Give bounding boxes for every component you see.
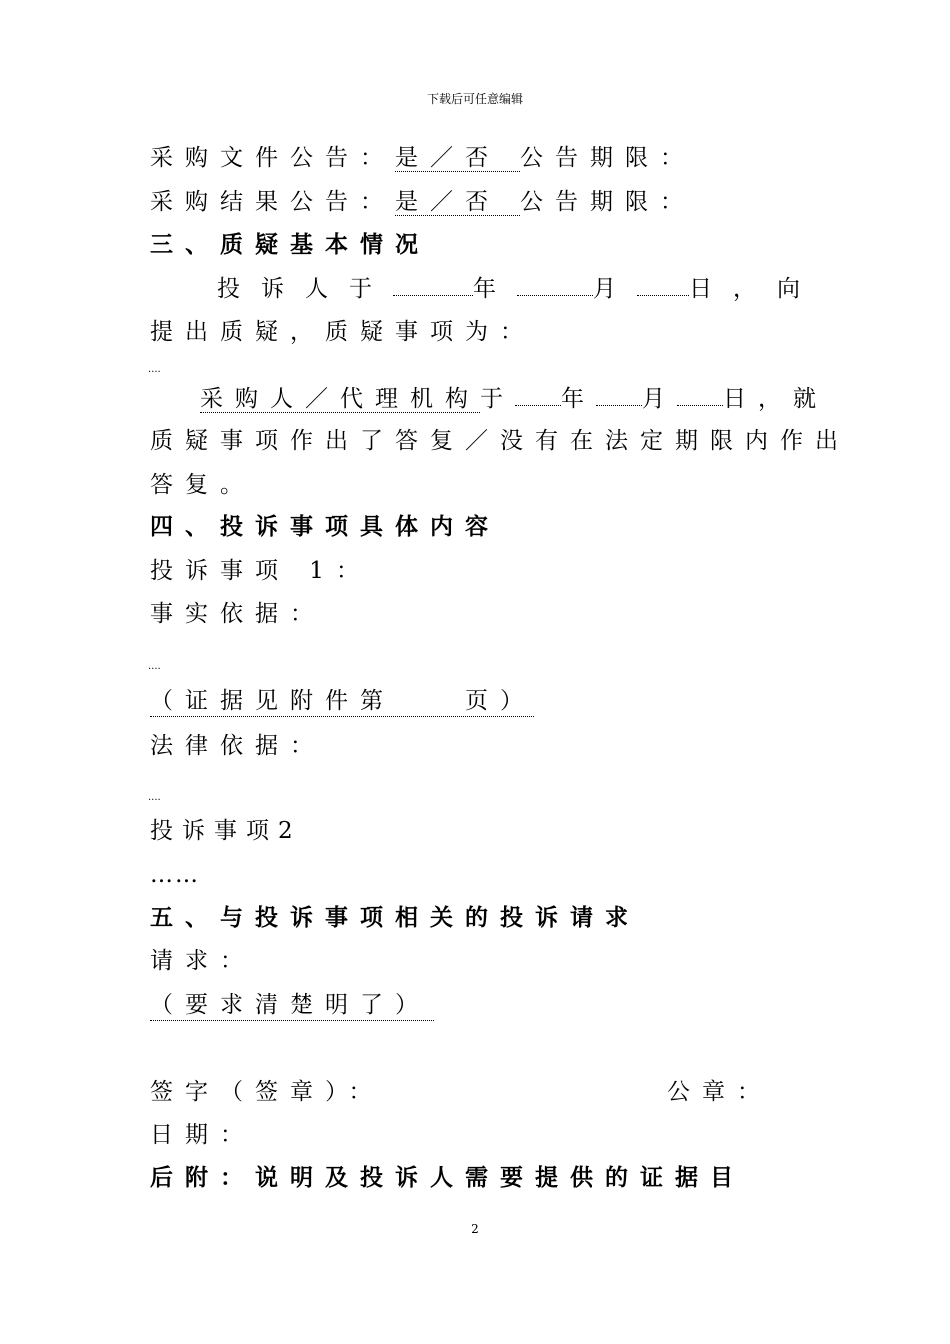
purchaser-agency-label: 采购人／代理机构 (200, 386, 480, 412)
signature-label: 签字（签章）： (150, 1079, 384, 1105)
query-matter-line: 提出质疑，质疑事项为： (150, 319, 535, 345)
procurement-result-notice-value: 是／否 (395, 189, 520, 216)
request-label: 请求： (150, 948, 255, 974)
procurement-result-notice-line (150, 187, 695, 217)
procurement-result-notice-period: 公告期限： (520, 189, 695, 215)
reply-year-blank (515, 383, 561, 406)
reply-month-blank (596, 383, 642, 406)
day-label: 日，向 (689, 276, 821, 302)
date-label: 日期： (150, 1122, 255, 1148)
reply-day-blank (677, 383, 723, 406)
evidence-note (150, 686, 534, 717)
page-header: 下载后可任意编辑 (426, 92, 523, 106)
request-note-text: （要求清楚明了） (150, 990, 434, 1021)
month-blank (517, 273, 593, 296)
reply-text-line: 质疑事项作出了答复／没有在法定期限内作出 (150, 428, 850, 454)
request-note (150, 990, 434, 1021)
page-number: 2 (471, 1222, 479, 1236)
procurement-result-notice-label: 采购结果公告： (150, 189, 395, 215)
complainant-label: 投诉人于 (217, 276, 393, 302)
ellipsis: …… (150, 862, 200, 888)
reply-month-label: 月 (642, 386, 677, 412)
official-seal-label: 公章： (667, 1079, 772, 1105)
complaint-item-1: 投诉事项 1： (150, 558, 371, 584)
procurement-doc-notice-label: 采购文件公告： (150, 145, 395, 171)
section-3-heading: 三、质疑基本情况 (150, 231, 430, 258)
procurement-doc-notice-line (150, 143, 695, 173)
day-blank (637, 273, 689, 296)
blank-line-3: .... (148, 792, 161, 803)
reply-yu-label: 于 (480, 386, 515, 412)
reply-year-label: 年 (561, 386, 596, 412)
reply-text-end: 答复。 (150, 472, 255, 498)
procurement-doc-notice-value: 是／否 (395, 145, 520, 172)
legal-basis-label: 法律依据： (150, 733, 325, 759)
section-4-heading: 四、投诉事项具体内容 (150, 513, 500, 540)
appendix-heading: 后附：说明及投诉人需要提供的证据目 (150, 1164, 745, 1191)
year-blank (393, 273, 473, 296)
reply-day-label: 日，就 (723, 386, 828, 412)
blank-line-2: .... (148, 661, 161, 672)
blank-line-1: .... (148, 364, 161, 375)
complaint-date-line (217, 273, 821, 304)
month-label: 月 (593, 276, 637, 302)
factual-basis-label: 事实依据： (150, 601, 325, 627)
section-5-heading: 五、与投诉事项相关的投诉请求 (150, 904, 640, 931)
reply-date-line (200, 383, 828, 414)
procurement-doc-notice-period: 公告期限： (520, 145, 695, 171)
year-label: 年 (473, 276, 517, 302)
evidence-note-text: （证据见附件第 页） (150, 686, 534, 717)
complaint-item-2: 投诉事项2 (150, 818, 302, 844)
